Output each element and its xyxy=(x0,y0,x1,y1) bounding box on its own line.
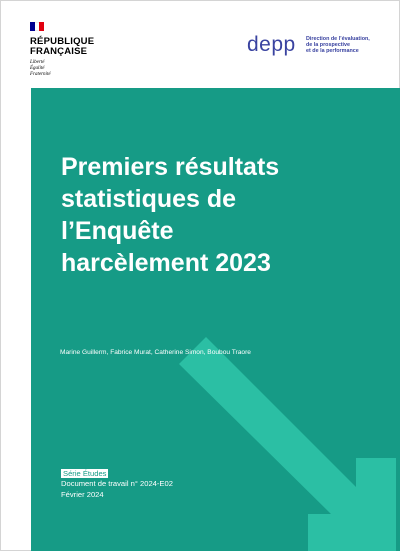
rf-motto-liberte: Liberté xyxy=(30,60,45,65)
title-line-2: statistiques de xyxy=(61,185,237,213)
document-title xyxy=(61,151,381,279)
title-line-1: Premiers résultats xyxy=(61,153,280,181)
depp-wordmark: depp xyxy=(247,33,296,56)
authors: Marine Guillerm, Fabrice Murat, Catherine Simon, Boubou Traore xyxy=(60,349,251,356)
republique-francaise-logo xyxy=(30,22,100,82)
publication-date: Février 2024 xyxy=(61,490,104,499)
rf-motto-egalite: Égalité xyxy=(30,66,45,71)
depp-description-line-2: de la prospective xyxy=(306,42,351,48)
series-badge: Série Études xyxy=(63,469,107,478)
rf-logo-line-2: FRANÇAISE xyxy=(30,46,88,57)
depp-description-line-1: Direction de l’évaluation, xyxy=(306,36,370,42)
title-line-4: harcèlement 2023 xyxy=(61,249,271,277)
depp-logo xyxy=(247,33,377,63)
title-line-3: l’Enquête xyxy=(61,217,174,245)
document-number: Document de travail n° 2024-E02 xyxy=(61,479,173,488)
marianne-flag-icon xyxy=(30,22,44,31)
rf-motto-fraternite: Fraternité xyxy=(30,72,51,77)
rf-logo-line-1: RÉPUBLIQUE xyxy=(30,36,95,47)
depp-description-line-3: et de la performance xyxy=(306,48,359,54)
cover-panel xyxy=(31,88,400,551)
